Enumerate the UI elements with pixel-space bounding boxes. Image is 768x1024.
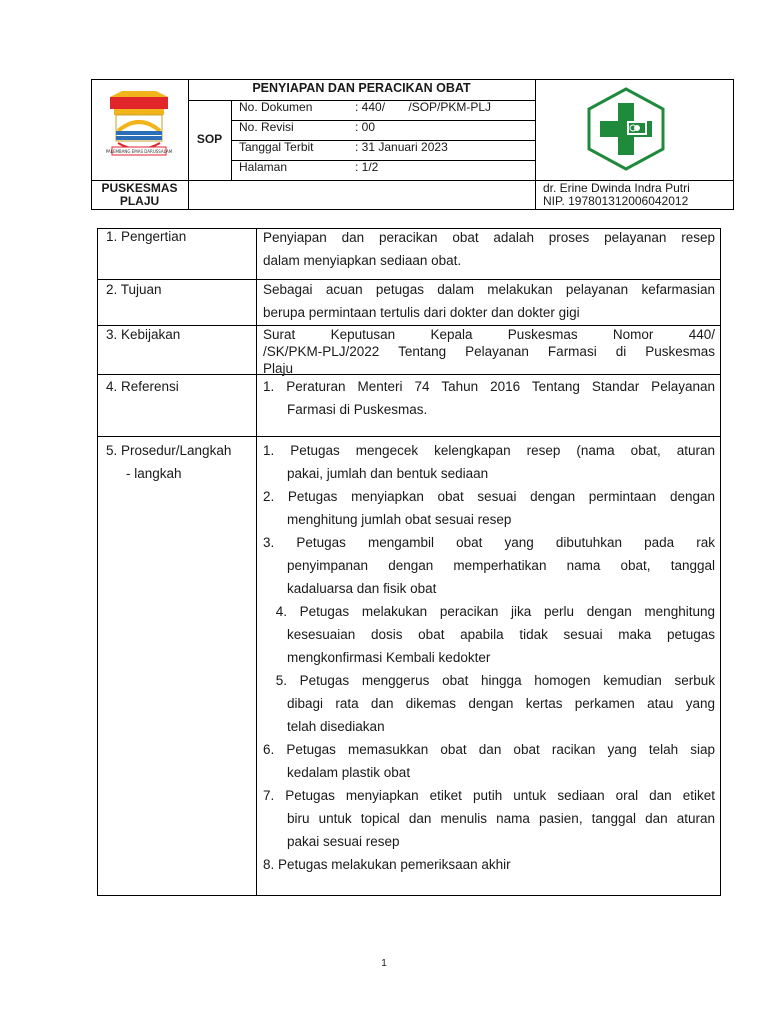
revision-label: No. Revisi xyxy=(239,120,294,134)
city-emblem-logo xyxy=(104,91,174,163)
procedure-step xyxy=(263,669,715,738)
section-label-kebijakan: 3. Kebijakan xyxy=(106,327,181,342)
procedure-step xyxy=(263,738,715,784)
step-line: telah disediakan xyxy=(287,719,385,734)
revision-value: : 00 xyxy=(355,120,376,134)
document-header xyxy=(91,79,734,210)
section-label-prosedur-cont: - langkah xyxy=(126,466,182,481)
step-line: pakai, jumlah dan bentuk sediaan xyxy=(287,466,489,481)
step-line: kesesuaian dosis obat apabila tidak sesuai maka petugas xyxy=(287,627,715,642)
sop-content-table xyxy=(97,228,721,896)
issue-date-value: : 31 Januari 2023 xyxy=(355,140,448,154)
kebijakan-line3: Plaju xyxy=(263,361,294,376)
tujuan-line1: Sebagai acuan petugas dalam melakukan pelayanan kefarmasian xyxy=(263,282,715,297)
section-content-kebijakan xyxy=(263,323,715,377)
org-name-line2: PLAJU xyxy=(119,194,160,208)
emblem-text: PALEMBANG EMAS DARUSSALAM xyxy=(105,149,173,154)
step-line: 8. Petugas melakukan pemeriksaan akhir xyxy=(263,857,511,872)
document-title: PENYIAPAN DAN PERACIKAN OBAT xyxy=(252,81,471,95)
section-label-tujuan: 2. Tujuan xyxy=(106,282,162,297)
signer-name: dr. Erine Dwinda Indra Putri xyxy=(543,181,690,195)
procedure-step xyxy=(263,784,715,853)
pengertian-line2: dalam menyiapkan sediaan obat. xyxy=(263,253,462,268)
section-label-prosedur: 5. Prosedur/Langkah xyxy=(106,443,232,458)
pengertian-line1: Penyiapan dan peracikan obat adalah proses pelayanan resep xyxy=(263,230,715,245)
tujuan-line2: berupa permintaan tertulis dari dokter dan dokter gigi xyxy=(263,305,580,320)
referensi-line2: Farmasi di Puskesmas. xyxy=(287,402,428,417)
section-content-tujuan xyxy=(263,278,715,324)
step-line: 2. Petugas menyiapkan obat sesuai dengan permintaan dengan xyxy=(263,489,715,504)
puskesmas-logo xyxy=(585,87,667,171)
kebijakan-line2: /SK/PKM-PLJ/2022 Tentang Pelayanan Farmasi di Puskesmas xyxy=(263,344,715,359)
doc-number-label: No. Dokumen xyxy=(239,100,313,114)
org-name-line1: PUSKESMAS xyxy=(101,181,178,195)
step-line: 5. Petugas menggerus obat hingga homogen kemudian serbuk xyxy=(263,673,715,688)
step-line: mengkonfirmasi Kembali kedokter xyxy=(287,650,491,665)
step-line: menghitung jumlah obat sesuai resep xyxy=(287,512,512,527)
step-line: kadaluarsa dan fisik obat xyxy=(287,581,437,596)
step-line: 3. Petugas mengambil obat yang dibutuhkan pada rak xyxy=(263,535,715,550)
procedure-step xyxy=(263,439,715,485)
section-content-referensi xyxy=(263,375,715,421)
step-line: biru untuk topical dan menulis nama pasien, tanggal dan aturan xyxy=(287,811,715,826)
page-value: : 1/2 xyxy=(355,160,379,174)
procedure-steps xyxy=(263,439,715,876)
step-line: 1. Petugas mengecek kelengkapan resep (nama obat, aturan xyxy=(263,443,715,458)
step-line: penyimpanan dengan memperhatikan nama obat, tanggal xyxy=(287,558,715,573)
procedure-step xyxy=(263,531,715,600)
signer-nip: NIP. 197801312006042012 xyxy=(543,194,689,208)
issue-date-label: Tanggal Terbit xyxy=(239,140,314,154)
step-line: 6. Petugas memasukkan obat dan obat racikan yang telah siap xyxy=(263,742,715,757)
section-content-pengertian xyxy=(263,226,715,272)
step-line: dibagi rata dan dikemas dengan kertas perkamen atau yang xyxy=(287,696,715,711)
section-label-pengertian: 1. Pengertian xyxy=(106,229,187,244)
referensi-line1: 1. Peraturan Menteri 74 Tahun 2016 Tentang Standar Pelayanan xyxy=(263,379,715,394)
procedure-step xyxy=(263,485,715,531)
procedure-step xyxy=(263,600,715,669)
section-label-referensi: 4. Referensi xyxy=(106,379,179,394)
kebijakan-line1: Surat Keputusan Kepala Puskesmas Nomor 440/ xyxy=(263,327,715,342)
step-line: pakai sesuai resep xyxy=(287,834,400,849)
procedure-step xyxy=(263,853,715,876)
page-number: 1 xyxy=(381,958,387,969)
step-line: 4. Petugas melakukan peracikan jika perlu dengan menghitung xyxy=(263,604,715,619)
doc-number-value: : 440/ /SOP/PKM-PLJ xyxy=(355,100,492,114)
step-line: 7. Petugas menyiapkan etiket putih untuk sediaan oral dan etiket xyxy=(263,788,715,803)
step-line: kedalam plastik obat xyxy=(287,765,411,780)
page-label: Halaman xyxy=(239,160,288,174)
sop-label: SOP xyxy=(196,132,223,146)
